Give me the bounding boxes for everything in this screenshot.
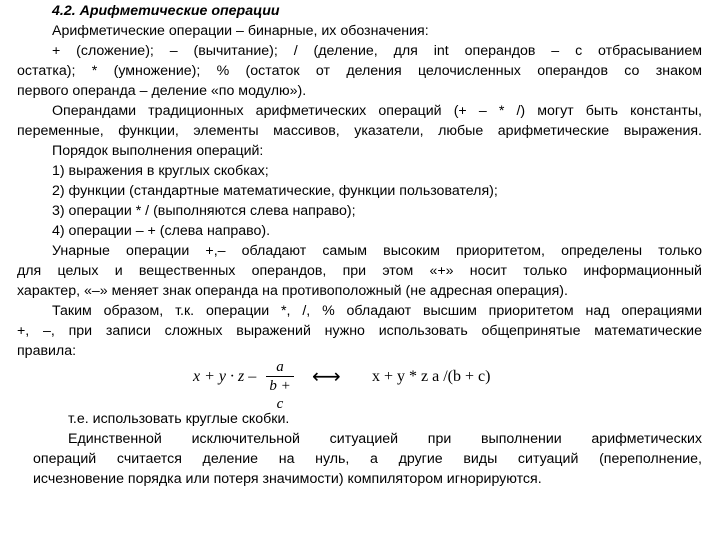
text-line: правила: (17, 343, 77, 359)
formula-numerator: a (276, 359, 284, 375)
text-line: остатка); * (умножение); % (остаток от деления целочисленных операндов со знаком (17, 63, 702, 79)
text-line: Арифметические операции – бинарные, их обозначения: (52, 23, 429, 39)
section-heading: 4.2. Арифметические операции (52, 3, 280, 19)
formula-lhs: x + y · z – (193, 368, 257, 385)
text-line: + (сложение); – (вычитание); / (деление, для int операндов – с отбрасыванием (52, 43, 702, 59)
text-line: исчезновение порядка или потеря значимости) компилятором игнорируются. (33, 471, 542, 487)
text-line: Операндами традиционных арифметических операций (+ – * /) могут быть константы, (52, 103, 702, 119)
text-line: +, –, при записи сложных выражений нужно использовать общепринятые математические (17, 323, 702, 339)
text-line: Таким образом, т.к. операции *, /, % обладают высшим приоритетом над операциями (52, 303, 702, 319)
double-arrow-icon: ⟷ (312, 364, 341, 388)
text-line: характер, «–» меняет знак операнда на противоположный (не адресная операция). (17, 283, 568, 299)
text-line: т.е. использовать круглые скобки. (68, 411, 290, 427)
text-line: переменные, функции, элементы массивов, указатели, любые арифметические выражения. (17, 123, 702, 139)
list-item: 2) функции (стандартные математические, функции пользователя); (52, 183, 498, 199)
list-item: 1) выражения в круглых скобках; (52, 163, 269, 179)
text-line: первого операнда – деление «по модулю»). (17, 83, 307, 99)
text-line: Единственной исключительной ситуацией при выполнении арифметических (68, 431, 702, 447)
text-line: Порядок выполнения операций: (52, 143, 264, 159)
formula-denominator: b + c (266, 376, 294, 413)
text-line: для целых и вещественных операндов, при этом «+» носит только информационный (17, 263, 702, 279)
text-line: Унарные операции +,– обладают самым высоким приоритетом, определены только (52, 243, 702, 259)
text-line: операций считается деление на нуль, а другие виды ситуаций (переполнение, (33, 451, 702, 467)
list-item: 3) операции * / (выполняются слева направо); (52, 203, 356, 219)
list-item: 4) операции – + (слева направо). (52, 223, 271, 239)
formula-rhs: x + y * z a /(b + c) (372, 368, 491, 385)
formula (0, 358, 720, 412)
formula-fraction (266, 358, 294, 413)
